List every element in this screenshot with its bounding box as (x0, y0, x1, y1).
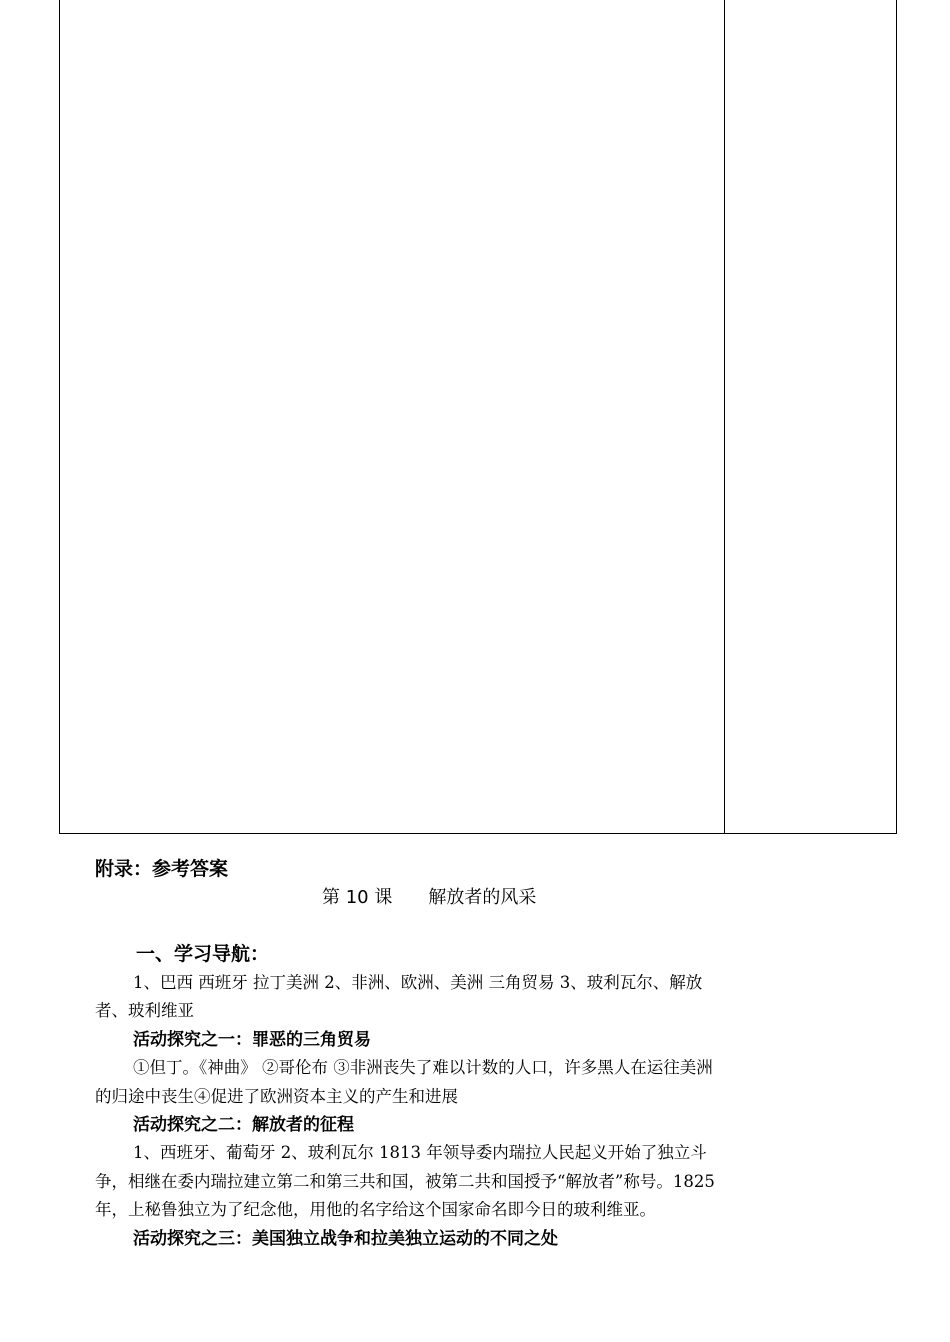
activity-one-line-1: ①但丁。《神曲》 ②哥伦布 ③非洲丧失了难以计数的人口，许多黑人在运往美洲 (133, 1058, 713, 1077)
table-column-divider (724, 0, 725, 834)
activity-one-line-2: 的归途中丧生④促进了欧洲资本主义的产生和进展 (95, 1087, 458, 1106)
section-one-line-1: 1、巴西 西班牙 拉丁美洲 2、非洲、欧洲、美洲 三角贸易 3、玻利瓦尔、解放 (133, 973, 703, 992)
lesson-title: 第 10 课 解放者的风采 (322, 887, 537, 908)
activity-one-title: 活动探究之一：罪恶的三角贸易 (133, 1030, 371, 1050)
activity-two-line-2: 争，相继在委内瑞拉建立第二和第三共和国，被第二共和国授予“解放者”称号。1825 (95, 1172, 715, 1191)
section-one-line-2: 者、玻利维亚 (95, 1001, 194, 1020)
activity-two-line-3: 年，上秘鲁独立为了纪念他，用他的名字给这个国家命名即今日的玻利维亚。 (95, 1200, 656, 1219)
appendix-label: 附录：参考答案 (95, 858, 229, 880)
empty-table (59, 0, 897, 834)
section-one-heading: 一、学习导航： (136, 943, 270, 965)
activity-two-title: 活动探究之二：解放者的征程 (133, 1115, 354, 1135)
activity-two-line-1: 1、西班牙、葡萄牙 2、玻利瓦尔 1813 年领导委内瑞拉人民起义开始了独立斗 (133, 1143, 707, 1162)
activity-three-title: 活动探究之三：美国独立战争和拉美独立运动的不同之处 (133, 1229, 558, 1249)
